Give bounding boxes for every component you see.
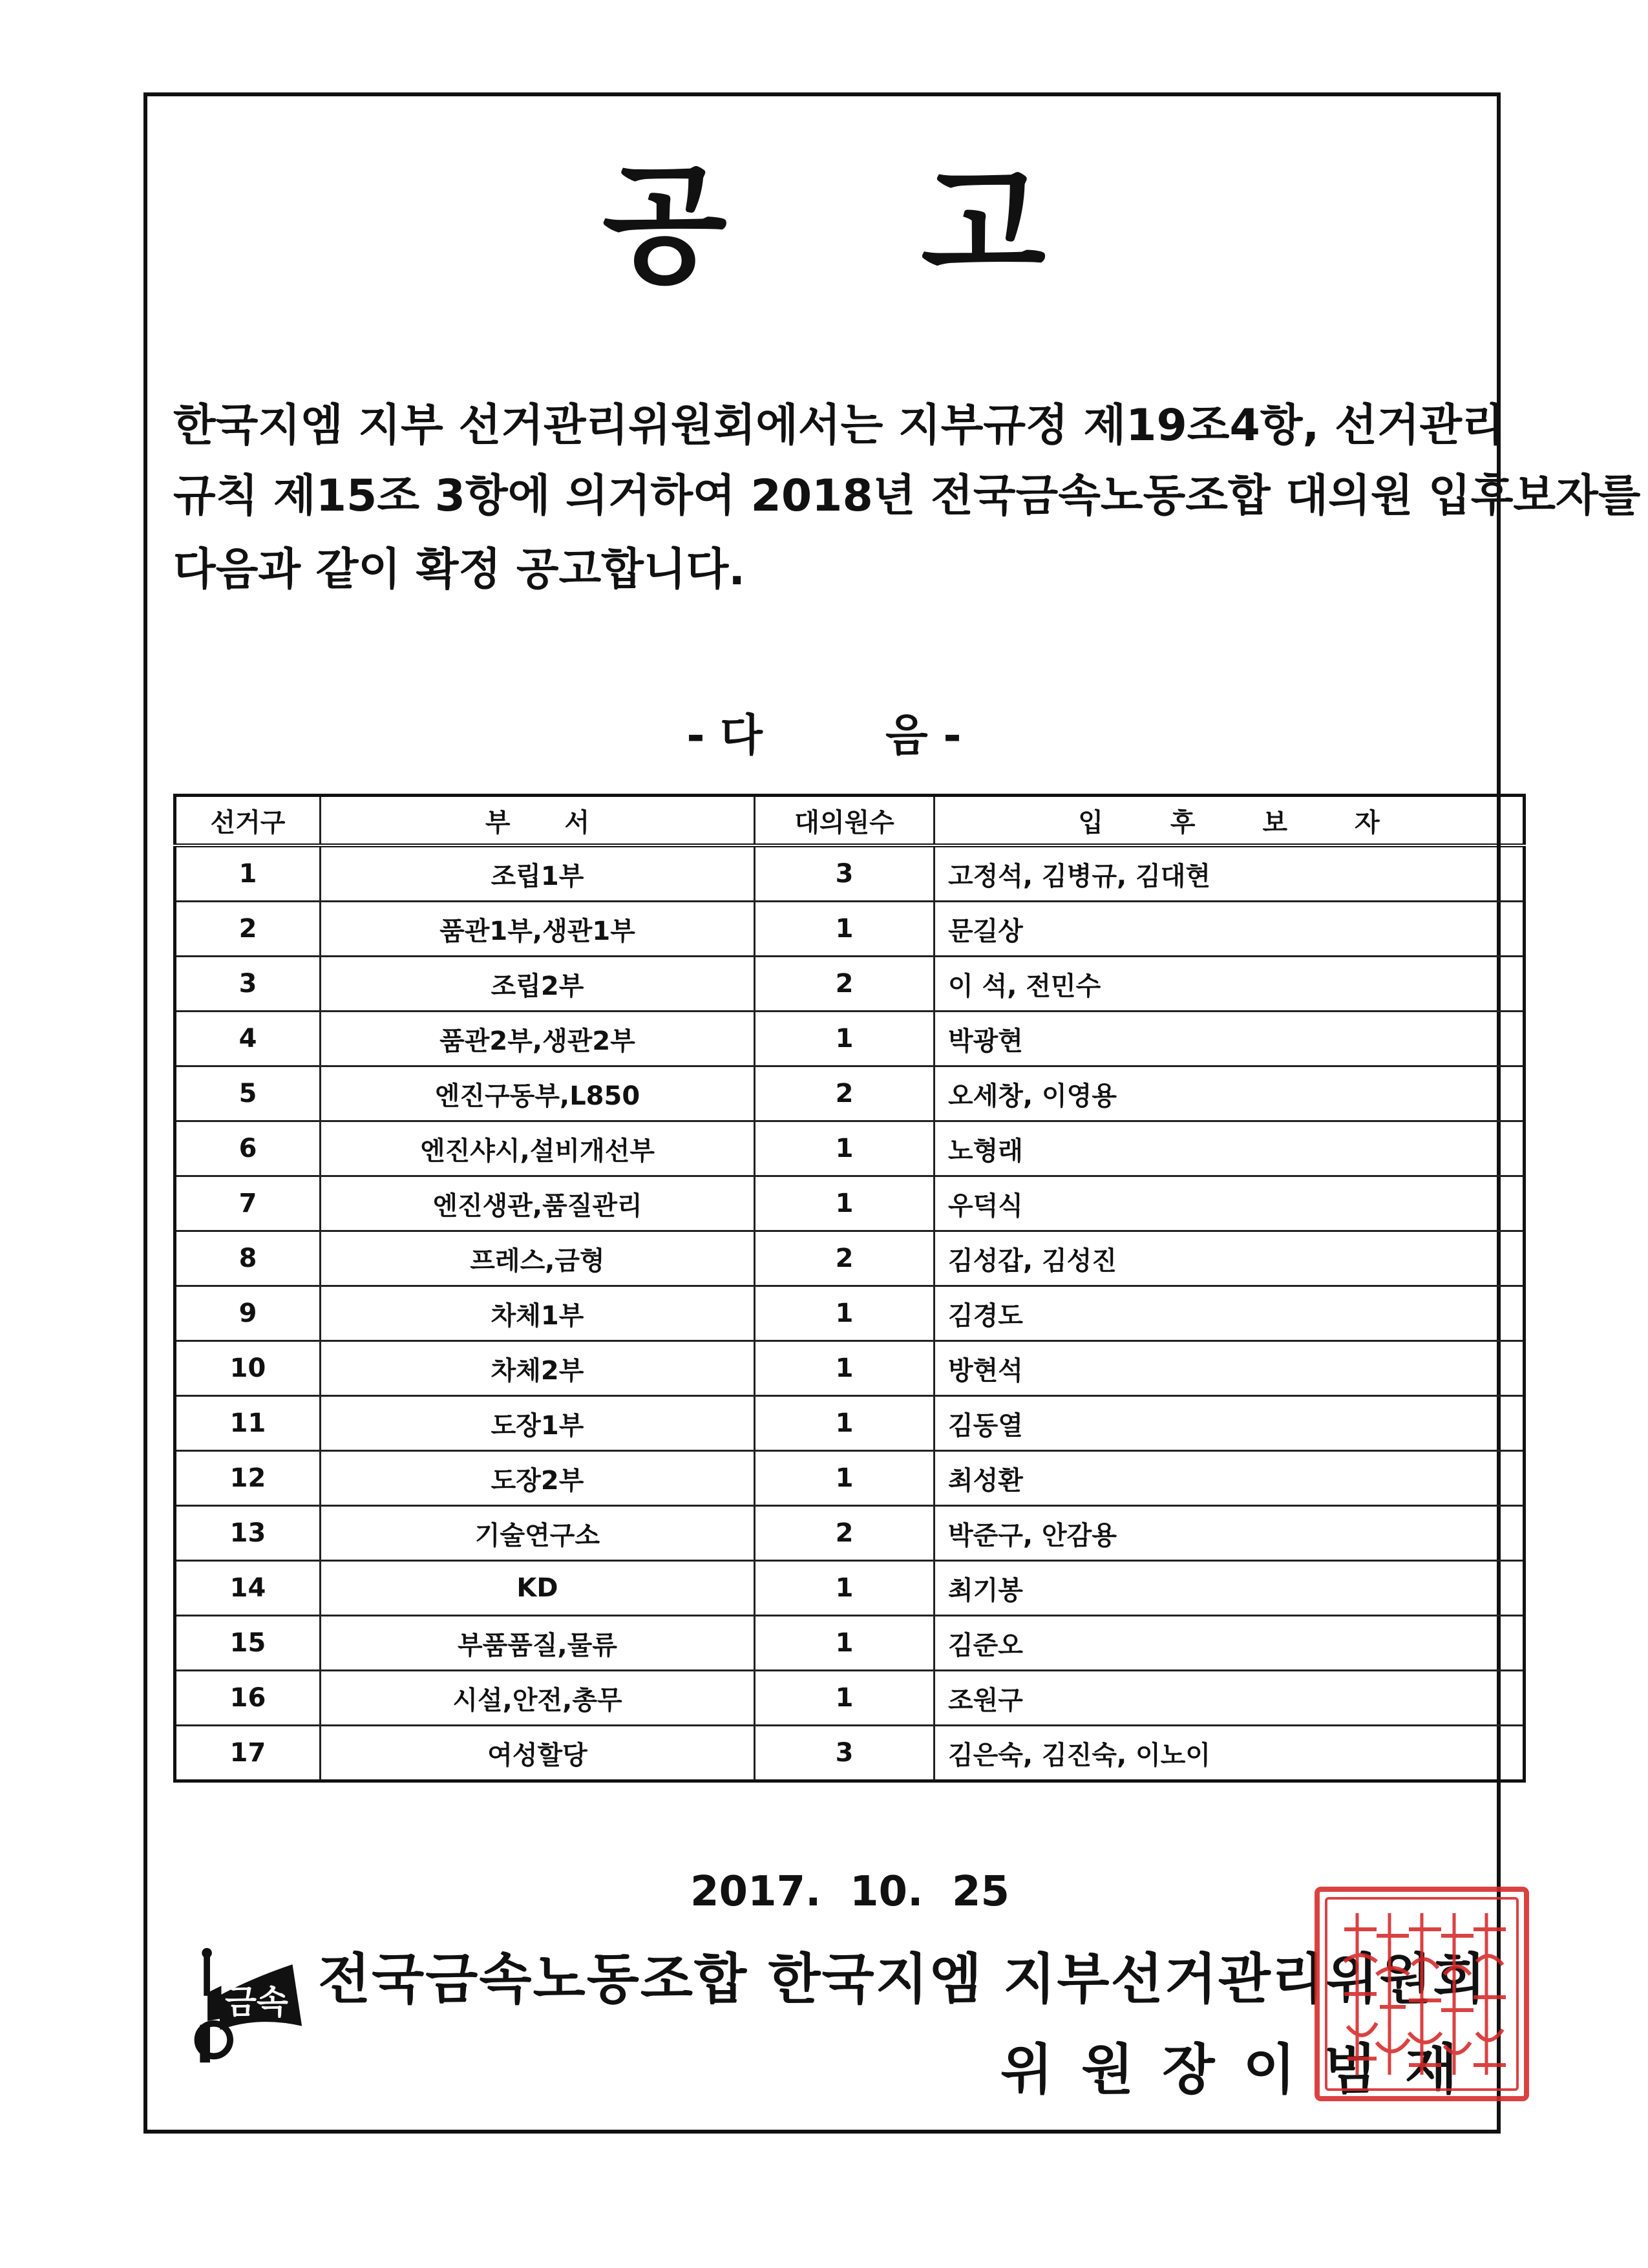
cell-district: 4 — [175, 1012, 321, 1066]
cell-candidates: 방현석 — [935, 1341, 1525, 1396]
cell-department: 조립2부 — [321, 957, 755, 1012]
cell-delegate-count: 1 — [755, 1561, 935, 1616]
cell-candidates: 김성갑, 김성진 — [935, 1231, 1525, 1286]
cell-candidates: 조원구 — [935, 1671, 1525, 1726]
cell-delegate-count: 1 — [755, 1176, 935, 1231]
cell-candidates: 박광현 — [935, 1012, 1525, 1066]
cell-district: 3 — [175, 957, 321, 1012]
chair-title-2: 원 — [1081, 2038, 1134, 2101]
cell-district: 10 — [175, 1341, 321, 1396]
cell-district: 17 — [175, 1726, 321, 1781]
heading-left: - 다 — [686, 710, 763, 761]
cell-district: 2 — [175, 902, 321, 957]
cell-candidates: 고정석, 김병규, 김대현 — [935, 845, 1525, 902]
cell-district: 8 — [175, 1231, 321, 1286]
page-title — [0, 151, 1648, 301]
cell-candidates: 김준오 — [935, 1616, 1525, 1671]
cell-department: 엔진샤시,설비개선부 — [321, 1121, 755, 1176]
cell-department: 여성할당 — [321, 1726, 755, 1781]
cell-department: 부품품질,물류 — [321, 1616, 755, 1671]
cell-delegate-count: 2 — [755, 1506, 935, 1561]
notice-date: 2017. 10. 25 — [690, 1868, 1009, 1916]
cell-department: 엔진생관,품질관리 — [321, 1176, 755, 1231]
cell-department: 엔진구동부,L850 — [321, 1066, 755, 1121]
cell-department: 조립1부 — [321, 845, 755, 902]
cell-delegate-count: 1 — [755, 1616, 935, 1671]
table-row — [175, 845, 1525, 902]
table-row — [175, 1012, 1525, 1066]
cell-district: 1 — [175, 845, 321, 902]
title-char-1: 공 — [602, 151, 727, 301]
cell-delegate-count: 3 — [755, 1726, 935, 1781]
logo-text: 금속 — [225, 1983, 288, 2022]
table-row — [175, 1726, 1525, 1781]
cell-candidates: 최기봉 — [935, 1561, 1525, 1616]
cell-department: 품관2부,생관2부 — [321, 1012, 755, 1066]
cell-department: 품관1부,생관1부 — [321, 902, 755, 957]
header-candidates: 입 후 보 자 — [935, 796, 1525, 846]
cell-department: KD — [321, 1561, 755, 1616]
notice-body-line-2: 규칙 제15조 3항에 의거하여 2018년 전국금속노동조합 대의원 입후보자를 — [173, 471, 1641, 522]
header-department: 부 서 — [321, 796, 755, 846]
cell-district: 12 — [175, 1451, 321, 1506]
cell-candidates: 오세창, 이영용 — [935, 1066, 1525, 1121]
table-row — [175, 1396, 1525, 1451]
cell-department: 시설,안전,총무 — [321, 1671, 755, 1726]
cell-delegate-count: 1 — [755, 902, 935, 957]
cell-candidates: 박준구, 안감용 — [935, 1506, 1525, 1561]
cell-district: 16 — [175, 1671, 321, 1726]
cell-department: 차체1부 — [321, 1286, 755, 1341]
header-district: 선거구 — [175, 796, 321, 846]
notice-body-line-1: 한국지엠 지부 선거관리위원회에서는 지부규정 제19조4항, 선거관리 — [173, 400, 1505, 451]
table-row — [175, 1176, 1525, 1231]
section-heading — [0, 710, 1648, 761]
table-row — [175, 1561, 1525, 1616]
cell-candidates: 우덕식 — [935, 1176, 1525, 1231]
table-row — [175, 902, 1525, 957]
header-delegate-count: 대의원수 — [755, 796, 935, 846]
table-row — [175, 1616, 1525, 1671]
table-row — [175, 1066, 1525, 1121]
chair-name-1: 이 — [1243, 2038, 1296, 2101]
cell-district: 9 — [175, 1286, 321, 1341]
cell-district: 5 — [175, 1066, 321, 1121]
cell-district: 15 — [175, 1616, 321, 1671]
cell-delegate-count: 1 — [755, 1451, 935, 1506]
cell-delegate-count: 1 — [755, 1286, 935, 1341]
cell-delegate-count: 1 — [755, 1341, 935, 1396]
table-row — [175, 1451, 1525, 1506]
cell-district: 13 — [175, 1506, 321, 1561]
cell-delegate-count: 2 — [755, 1231, 935, 1286]
table-row — [175, 1231, 1525, 1286]
cell-delegate-count: 2 — [755, 957, 935, 1012]
cell-delegate-count: 3 — [755, 845, 935, 902]
chair-name-2: 범 — [1324, 2038, 1377, 2101]
cell-delegate-count: 1 — [755, 1396, 935, 1451]
cell-candidates: 문길상 — [935, 902, 1525, 957]
metal-union-flag-icon — [182, 1945, 308, 2065]
cell-department: 프레스,금형 — [321, 1231, 755, 1286]
cell-district: 7 — [175, 1176, 321, 1231]
cell-candidates: 노형래 — [935, 1121, 1525, 1176]
candidate-table — [173, 794, 1526, 1783]
cell-department: 기술연구소 — [321, 1506, 755, 1561]
cell-delegate-count: 1 — [755, 1121, 935, 1176]
cell-candidates: 김경도 — [935, 1286, 1525, 1341]
red-official-seal-icon — [1312, 1884, 1532, 2104]
notice-body-line-3: 다음과 같이 확정 공고합니다. — [173, 544, 746, 595]
table-row — [175, 1671, 1525, 1726]
cell-delegate-count: 2 — [755, 1066, 935, 1121]
cell-department: 도장2부 — [321, 1451, 755, 1506]
table-body — [175, 845, 1525, 1781]
heading-right: 음 - — [885, 710, 962, 761]
cell-candidates: 김은숙, 김진숙, 이노이 — [935, 1726, 1525, 1781]
cell-candidates: 최성환 — [935, 1451, 1525, 1506]
table-row — [175, 1121, 1525, 1176]
table-row — [175, 1341, 1525, 1396]
cell-district: 11 — [175, 1396, 321, 1451]
table-row — [175, 957, 1525, 1012]
chair-title-3: 장 — [1162, 2038, 1215, 2101]
title-char-2: 고 — [921, 151, 1046, 301]
cell-candidates: 이 석, 전민수 — [935, 957, 1525, 1012]
organization-name: 전국금속노동조합 한국지엠 지부선거관리위원회 — [318, 1947, 1487, 2011]
cell-delegate-count: 1 — [755, 1012, 935, 1066]
cell-delegate-count: 1 — [755, 1671, 935, 1726]
cell-department: 도장1부 — [321, 1396, 755, 1451]
cell-candidates: 김동열 — [935, 1396, 1525, 1451]
cell-district: 6 — [175, 1121, 321, 1176]
cell-department: 차체2부 — [321, 1341, 755, 1396]
table-row — [175, 1506, 1525, 1561]
table-header-row — [175, 796, 1525, 846]
table-row — [175, 1286, 1525, 1341]
chair-name-3: 재 — [1404, 2038, 1457, 2101]
cell-district: 14 — [175, 1561, 321, 1616]
chair-title-1: 위 — [1000, 2038, 1053, 2101]
